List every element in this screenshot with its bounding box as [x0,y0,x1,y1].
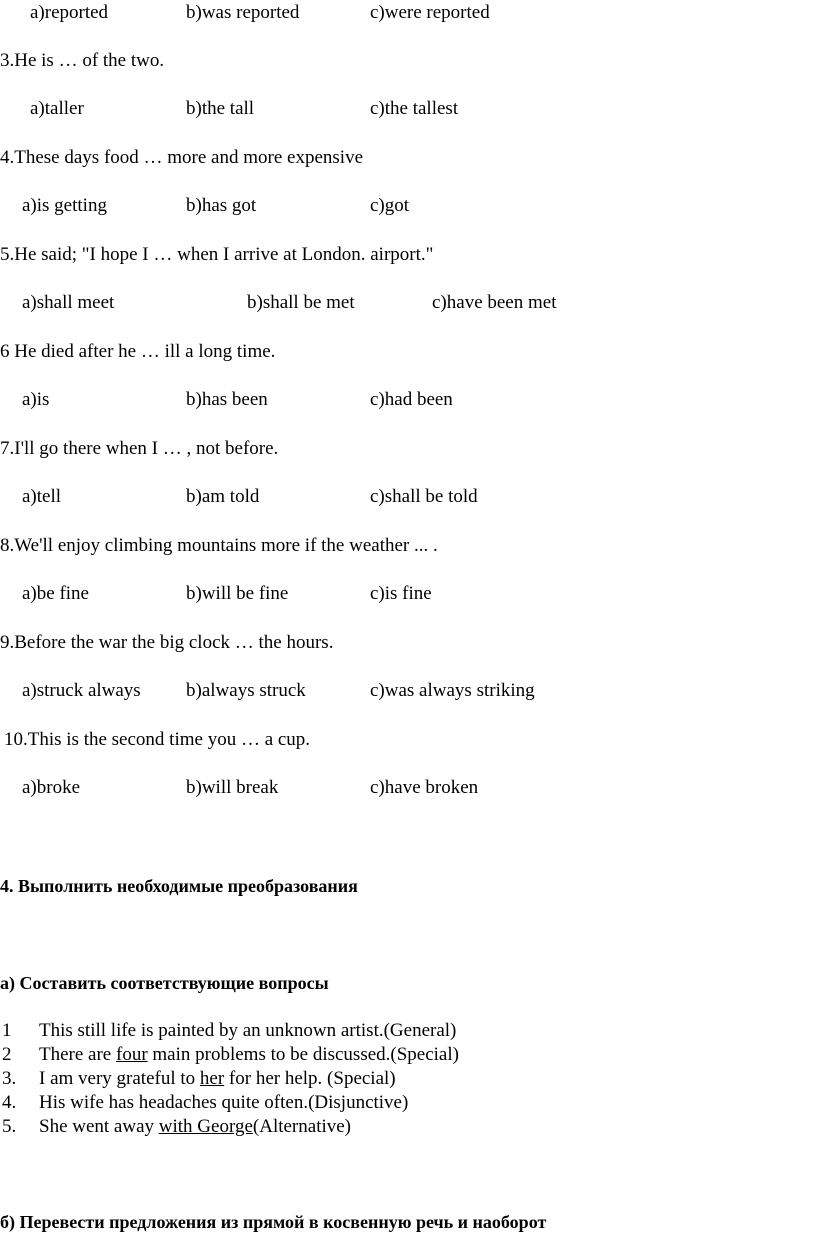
q8-option-c: c)is fine [370,583,432,604]
list-item-number: 5. [2,1116,17,1137]
list-item-underlined: her [199,1068,225,1089]
q10-option-b: b)will break [186,777,279,798]
q4-option-c: c)got [370,195,410,216]
q8-option-b: b)will be fine [186,583,289,604]
list-item-number: 4. [2,1092,17,1113]
q6-option-a: a)is [22,389,50,410]
q10-option-a: a)broke [22,777,81,798]
list-item-number: 2 [2,1044,12,1065]
list-item-number: 1 [2,1020,12,1041]
list-item [0,1092,816,1114]
list-item-underlined: with George [158,1116,253,1137]
q5-option-a: a)shall meet [22,292,115,313]
list-item [0,1116,816,1138]
q8-option-a: a)be fine [22,583,89,604]
list-item [0,1020,816,1042]
question-3-text: 3.He is … of the two. [0,50,165,71]
q4-option-a: a)is getting [22,195,107,216]
question-9-text: 9.Before the war the big clock … the hours. [0,632,334,653]
question-6-text: 6 He died after he … ill a long time. [0,341,276,362]
q7-option-c: c)shall be told [370,486,478,507]
list-item [0,1068,816,1090]
q2-option-b: b)was reported [186,2,300,23]
section-4-title: 4. Выполнить необходимые преобразования [0,876,358,896]
list-item-text: She went away [39,1116,159,1137]
question-4-text: 4.These days food … more and more expensive [0,147,364,168]
q9-option-a: a)struck always [22,680,141,701]
section-4b-title: б) Перевести предложения из прямой в косвенную речь и наоборот [0,1212,547,1232]
q2-option-c: c)were reported [370,2,490,23]
list-item-text-after: for her help. (Special) [224,1068,396,1089]
q9-option-b: b)always struck [186,680,306,701]
q2-option-a: a)reported [30,2,109,23]
question-7-text: 7.I'll go there when I … , not before. [0,438,279,459]
list-item-text: His wife has headaches quite often.(Disjunctive) [39,1092,409,1113]
q3-option-b: b)the tall [186,98,255,119]
q9-option-c: c)was always striking [370,680,535,701]
question-10-text: 10.This is the second time you … a cup. [4,729,311,750]
q3-option-c: c)the tallest [370,98,459,119]
q6-option-b: b)has been [186,389,268,410]
question-8-text: 8.We'll enjoy climbing mountains more if the weather ... . [0,535,438,556]
q5-option-b: b)shall be met [247,292,355,313]
section-4a-title: а) Составить соответствующие вопросы [0,973,329,993]
q5-option-c: c)have been met [432,292,557,313]
q7-option-b: b)am told [186,486,260,507]
list-item-text-after: (Alternative) [252,1116,352,1137]
list-item-text: This still life is painted by an unknown artist.(General) [39,1020,457,1041]
question-5-text: 5.He said; "I hope I … when I arrive at London. airport." [0,244,434,265]
q4-option-b: b)has got [186,195,257,216]
list-item-text: There are [39,1044,116,1065]
q3-option-a: a)taller [30,98,84,119]
list-item-number: 3. [2,1068,17,1089]
list-item [0,1044,816,1066]
list-item-underlined: four [116,1044,148,1065]
list-item-text: I am very grateful to [39,1068,200,1089]
q10-option-c: c)have broken [370,777,479,798]
list-item-text-after: main problems to be discussed.(Special) [147,1044,459,1065]
q7-option-a: a)tell [22,486,62,507]
q6-option-c: c)had been [370,389,453,410]
